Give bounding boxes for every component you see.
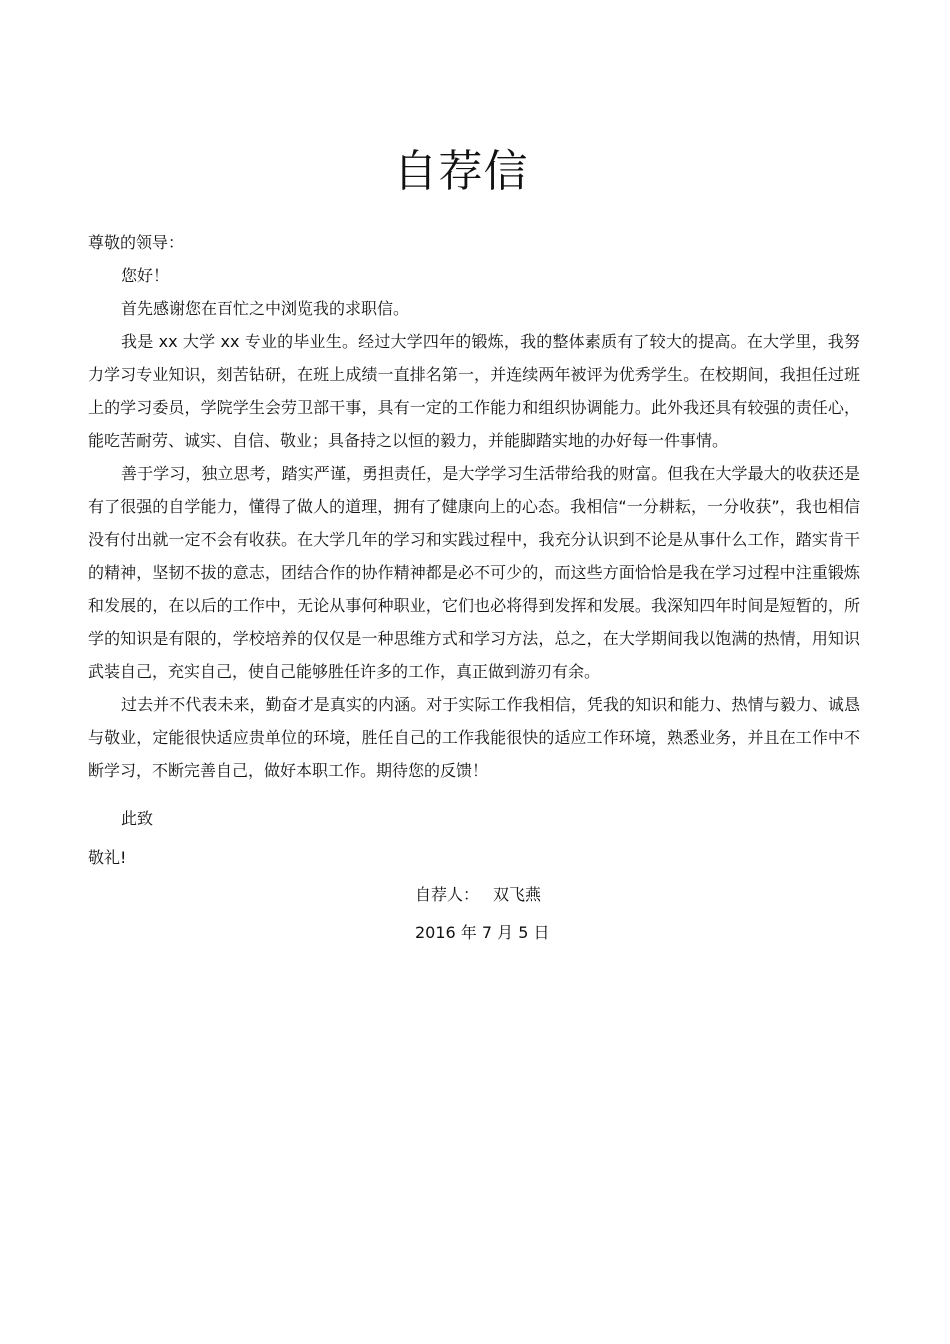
signature-name: 双飞燕 bbox=[493, 885, 542, 904]
paragraph-future: 过去并不代表未来，勤奋才是真实的内涵。对于实际工作我相信，凭我的知识和能力、热情与毅力、诚恳与敬业，定能很快适应贵单位的环境，胜任自己的工作我能很快的适应工作环境，熟悉业务，并且在工作中不断学习，不断完善自己，做好本职工作。期待您的反馈！ bbox=[88, 695, 860, 780]
closing-salute: 此致 bbox=[121, 809, 154, 828]
letter-date: 2016 年 7 月 5 日 bbox=[415, 923, 550, 942]
signature-line bbox=[415, 880, 541, 910]
letter-body bbox=[88, 226, 860, 787]
paragraph-thanks: 首先感谢您在百忙之中浏览我的求职信。 bbox=[121, 299, 410, 318]
greeting: 您好！ bbox=[121, 266, 170, 285]
paragraph-introduction: 我是 xx 大学 xx 专业的毕业生。经过大学四年的锻炼，我的整体素质有了较大的提高。在大学里，我努力学习专业知识，刻苦钻研，在班上成绩一直排名第一，并连续两年被评为优秀学生。在校期间，我担任过班上的学习委员，学院学生会劳卫部干事，具有一定的工作能力和组织协调能力。此外我还具有较强的责任心，能吃苦耐劳、诚实、自信、敬业；具备持之以恒的毅力，并能脚踏实地的办好每一件事情。 bbox=[88, 332, 860, 450]
paragraph-learning: 善于学习，独立思考，踏实严谨，勇担责任，是大学学习生活带给我的财富。但我在大学最大的收获还是有了很强的自学能力，懂得了做人的道理，拥有了健康向上的心态。我相信“一分耕耘，一分收获”，我也相信没有付出就一定不会有收获。在大学几年的学习和实践过程中，我充分认识到不论是从事什么工作，踏实肯干的精神，坚韧不拔的意志，团结合作的协作精神都是必不可少的，而这些方面恰恰是我在学习过程中注重锻炼和发展的，在以后的工作中，无论从事何种职业，它们也必将得到发挥和发展。我深知四年时间是短暂的，所学的知识是有限的，学校培养的仅仅是一种思维方式和学习方法，总之，在大学期间我以饱满的热情，用知识武装自己，充实自己，使自己能够胜任许多的工作，真正做到游刃有余。 bbox=[88, 464, 860, 681]
salutation: 尊敬的领导： bbox=[88, 233, 185, 252]
letter-title: 自荐信 bbox=[393, 146, 529, 197]
signature-label: 自荐人： bbox=[415, 885, 480, 904]
closing-regards: 敬礼! bbox=[88, 848, 127, 867]
